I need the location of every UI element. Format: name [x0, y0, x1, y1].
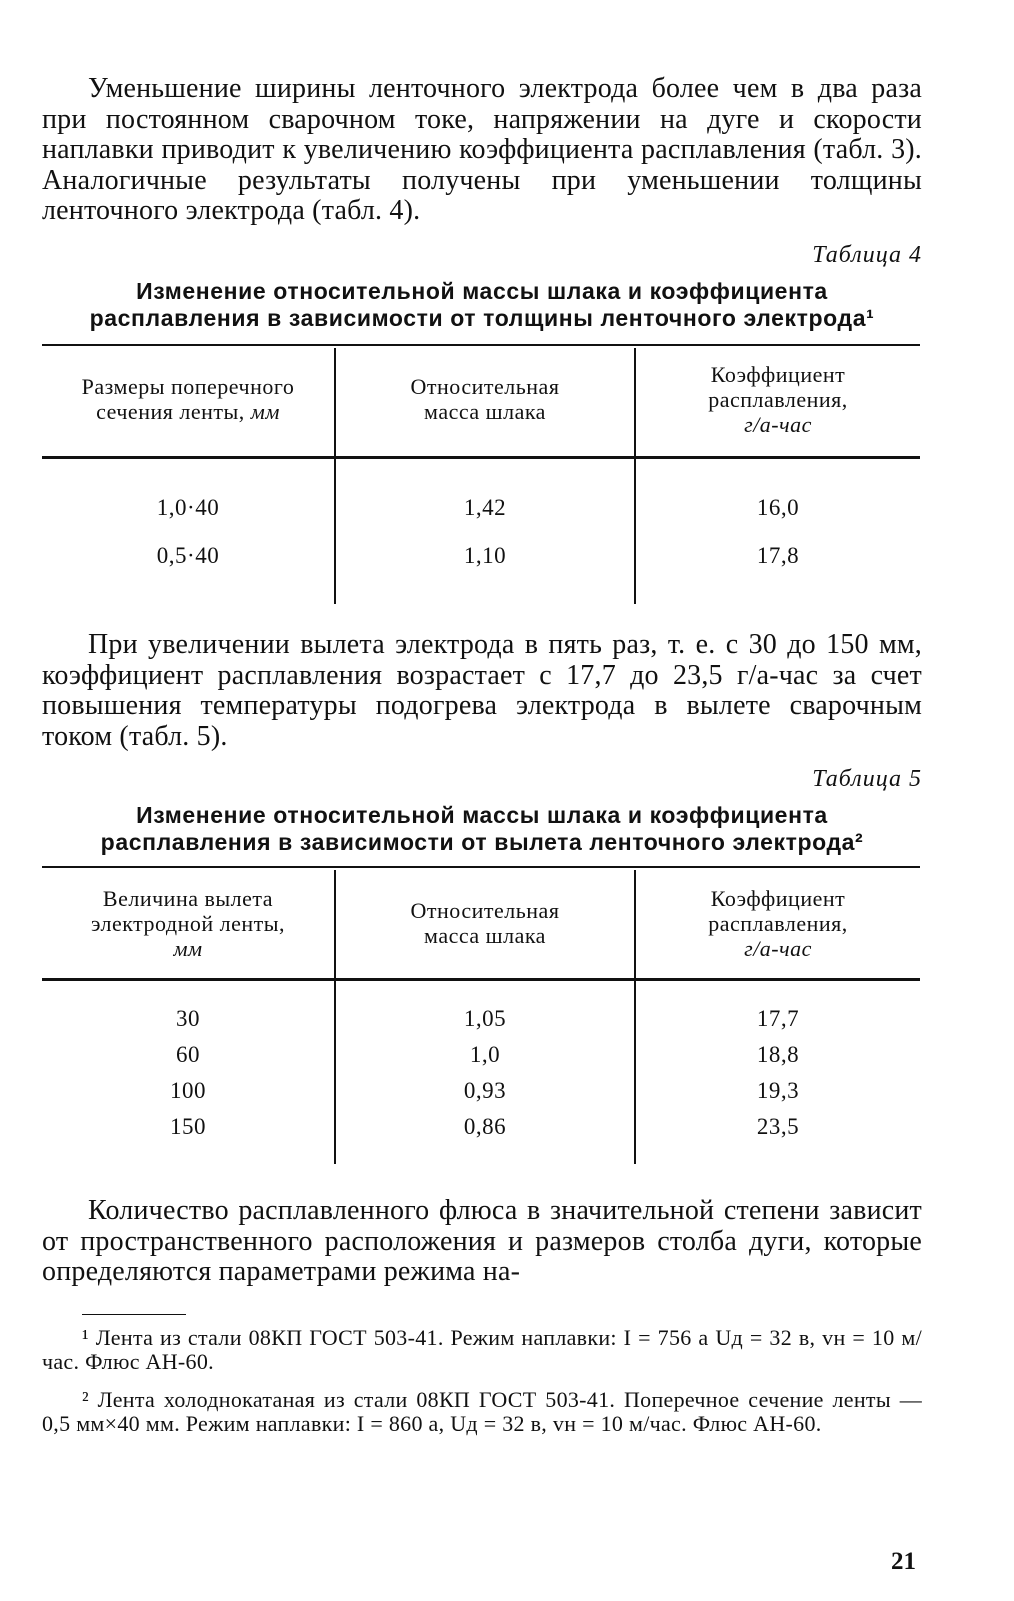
table-4-mass-cell: 1,42: [463, 495, 507, 520]
table-5-mass-cell: 0,93: [463, 1078, 507, 1103]
table-5-length-cell: 150: [170, 1114, 206, 1139]
table-4-coef-cell: 16,0: [756, 495, 800, 520]
table-4-label: Таблица 4: [812, 242, 922, 268]
table-4-header-rule: [42, 456, 920, 459]
footnote-2: ² Лента холоднокатаная из стали 08КП ГОСТ 503-41. Поперечное сечение ленты — 0,5 мм×40 мм. Режим наплавки: I = 860 а, Uд = 32 в, vн = 10 м/час. Флюс АН-60.: [42, 1387, 922, 1436]
table-4-header-size: Размеры поперечного сечения ленты, мм: [81, 374, 295, 424]
table-5-coef-cell: 17,7: [756, 1006, 800, 1031]
footnote-rule: [82, 1314, 186, 1315]
table-5-header-mass: Относительная масса шлака: [410, 898, 560, 948]
table-5-header-coef: Коэффициент расплавления, г/а-час: [708, 886, 848, 961]
table-5-coef-cell: 23,5: [756, 1114, 800, 1139]
table-4-header-mass: Относительная масса шлака: [410, 374, 560, 424]
table-5-coef-cell: 18,8: [756, 1042, 800, 1067]
table-5-caption: Изменение относительной массы шлака и коэффициента расплавления в зависимости от вылета ленточного электрода²: [100, 802, 864, 855]
table-4-size-cell: 0,5·40: [156, 543, 220, 568]
paragraph-3: Количество расплавленного флюса в значительной степени зависит от пространственного расположения и размеров столба дуги, которые определяются параметрами режима на-: [42, 1195, 922, 1287]
table-4-mass-cell: 1,10: [463, 543, 507, 568]
table-5-length-cell: 60: [176, 1042, 200, 1067]
table-4-header-coef: Коэффициент расплавления, г/а-час: [708, 362, 848, 437]
paragraph-2: При увеличении вылета электрода в пять раз, т. е. с 30 до 150 мм, коэффициент расплавления возрастает с 17,7 до 23,5 г/а-час за счет повышения температуры подогрева электрода в вылете сварочным током (табл. 5).: [42, 629, 922, 752]
table-4-caption: Изменение относительной массы шлака и коэффициента расплавления в зависимости от толщины ленточного электрода¹: [89, 278, 875, 331]
table-5-mass-cell: 0,86: [463, 1114, 507, 1139]
table-4-top-rule: [42, 344, 920, 346]
table-5-length-cell: 100: [170, 1078, 206, 1103]
footnote-1: ¹ Лента из стали 08КП ГОСТ 503-41. Режим наплавки: I = 756 а Uд = 32 в, vн = 10 м/час. Флюс АН-60.: [42, 1325, 922, 1374]
page-number: 21: [891, 1548, 916, 1575]
table-5-mass-cell: 1,05: [463, 1006, 507, 1031]
table-5-header-length: Величина вылета электродной ленты, мм: [90, 886, 286, 961]
table-4-coef-cell: 17,8: [756, 543, 800, 568]
table-5-top-rule: [42, 866, 920, 868]
paragraph-1: Уменьшение ширины ленточного электрода более чем в два раза при постоянном сварочном токе, напряжении на дуге и скорости наплавки приводит к увеличению коэффициента расплавления (табл. 3). Аналогичные результаты получены при уменьшении толщины ленточного электрода (табл. 4).: [42, 73, 922, 226]
table-5-coef-cell: 19,3: [756, 1078, 800, 1103]
table-5-mass-cell: 1,0: [469, 1042, 501, 1067]
table-4-size-cell: 1,0·40: [156, 495, 220, 520]
table-5-length-cell: 30: [176, 1006, 200, 1031]
table-5-label: Таблица 5: [812, 766, 922, 792]
table-5-header-rule: [42, 978, 920, 981]
